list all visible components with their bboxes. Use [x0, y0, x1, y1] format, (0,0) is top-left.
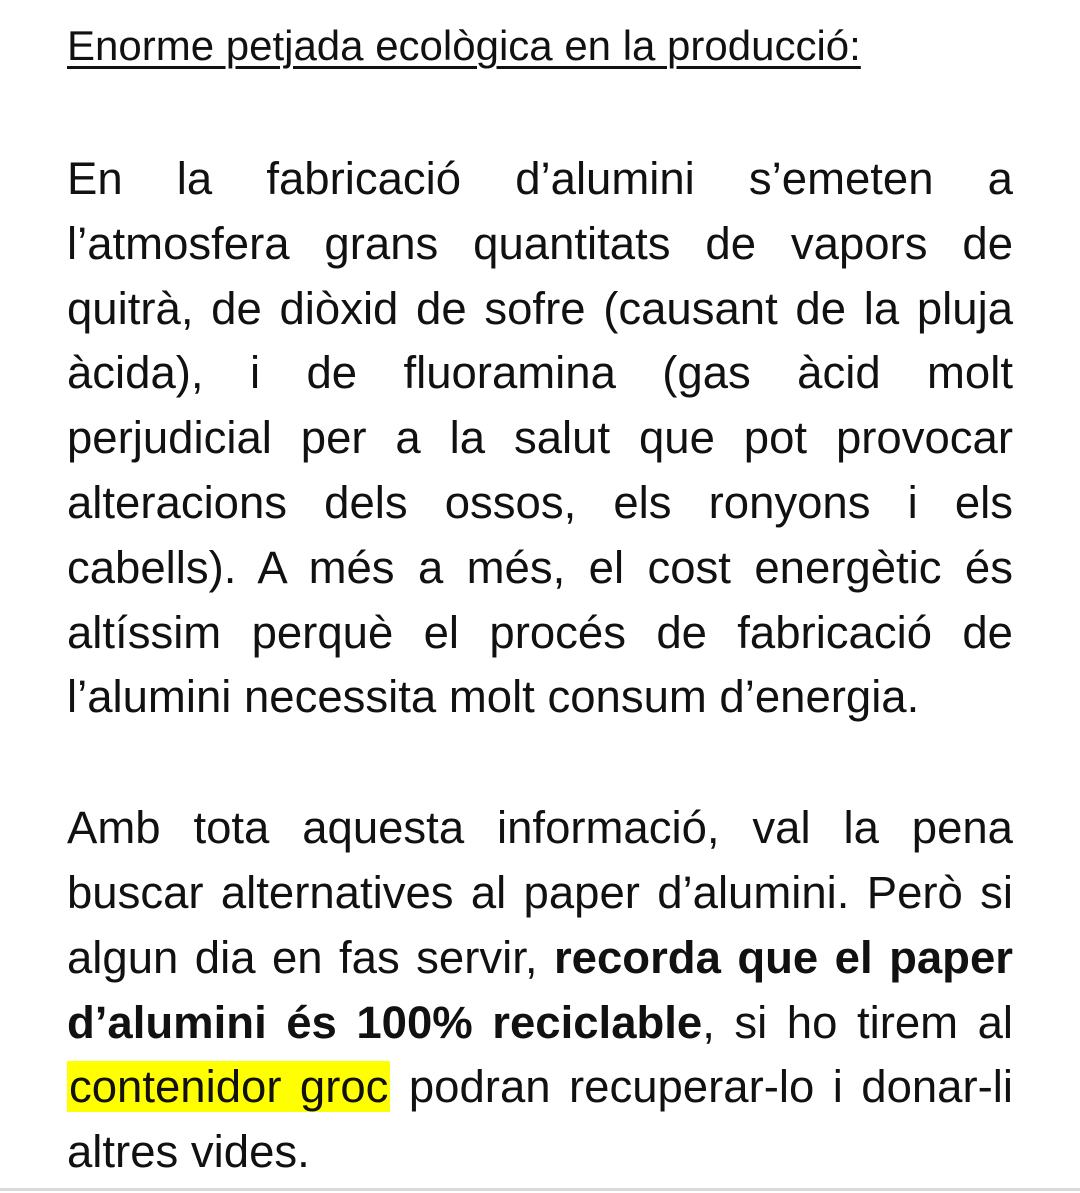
paragraph-recycling-outro: podran recuperar-lo i donar-li altres vides. [67, 1061, 1013, 1178]
paragraph-recycling-intro: Amb tota aquesta informació, val la pena buscar alternatives al paper d’alumini. Però si algun dia en fas servir, [67, 802, 1013, 983]
paragraph-recycling-middle: , si ho tirem al [702, 996, 1013, 1048]
recyclable-emphasis: recorda que el paper d’alumini és 100% reciclable [67, 931, 1013, 1048]
section-heading: Enorme petjada ecològica en la producció: [67, 22, 861, 69]
document-page [67, 18, 1013, 1185]
paragraph-production-impact: En la fabricació d’alumini s’emeten a l’atmosfera grans quantitats de vapors de quitrà, de diòxid de sofre (causant de la pluja àcida), i de fluoramina (gas àcid molt perjudicial per a la salut que pot provocar alteracions dels ossos, els ronyons i els cabells). A més a més, el cost energètic és altíssim perquè el procés de fabricació de l’alumini necessita molt consum d’energia. [67, 153, 1013, 723]
paragraph-recycling [67, 796, 1013, 1185]
yellow-container-highlight: contenidor groc [69, 1061, 389, 1113]
bottom-divider [0, 1188, 1080, 1191]
